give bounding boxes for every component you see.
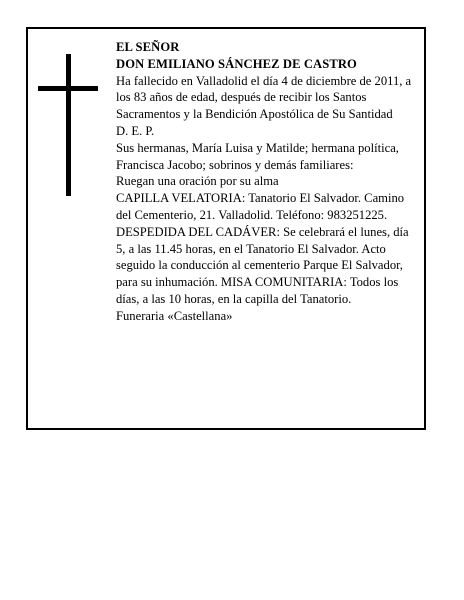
farewell-details: DESPEDIDA DEL CADÁVER: Se celebrará el lunes, día 5, a las 11.45 horas, en el Tanatorio El Salvador. Acto seguido la conducción al cementerio Parque El Salvador, para su inhumación. MISA COMUNITARIA: Todos los días, a las 10 horas, en la capilla del Tanatorio.: [116, 224, 409, 306]
dep-abbreviation: D. E. P.: [116, 123, 155, 138]
notice-heading-title: EL SEÑOR: [116, 40, 180, 54]
funeral-home: Funeraria «Castellana»: [116, 308, 233, 323]
chapel-details: CAPILLA VELATORIA: Tanatorio El Salvador. Camino del Cementerio, 21. Valladolid. Teléfono: 983251225.: [116, 191, 405, 222]
prayer-request: Ruegan una oración por su alma: [116, 174, 279, 189]
cross-vertical-bar: [66, 54, 71, 196]
obituary-text: [116, 39, 421, 325]
notice-deceased-name: DON EMILIANO SÁNCHEZ DE CASTRO: [116, 56, 357, 71]
family-members: Sus hermanas, María Luisa y Matilde; hermana política, Francisca Jacobo; sobrinos y demás familiares:: [116, 140, 399, 172]
death-announcement: Ha fallecido en Valladolid el día 4 de diciembre de 2011, a los 83 años de edad, después de recibir los Santos Sacramentos y la Bendición Apostólica de Su Santidad: [116, 73, 412, 122]
cross-horizontal-bar: [38, 86, 98, 91]
